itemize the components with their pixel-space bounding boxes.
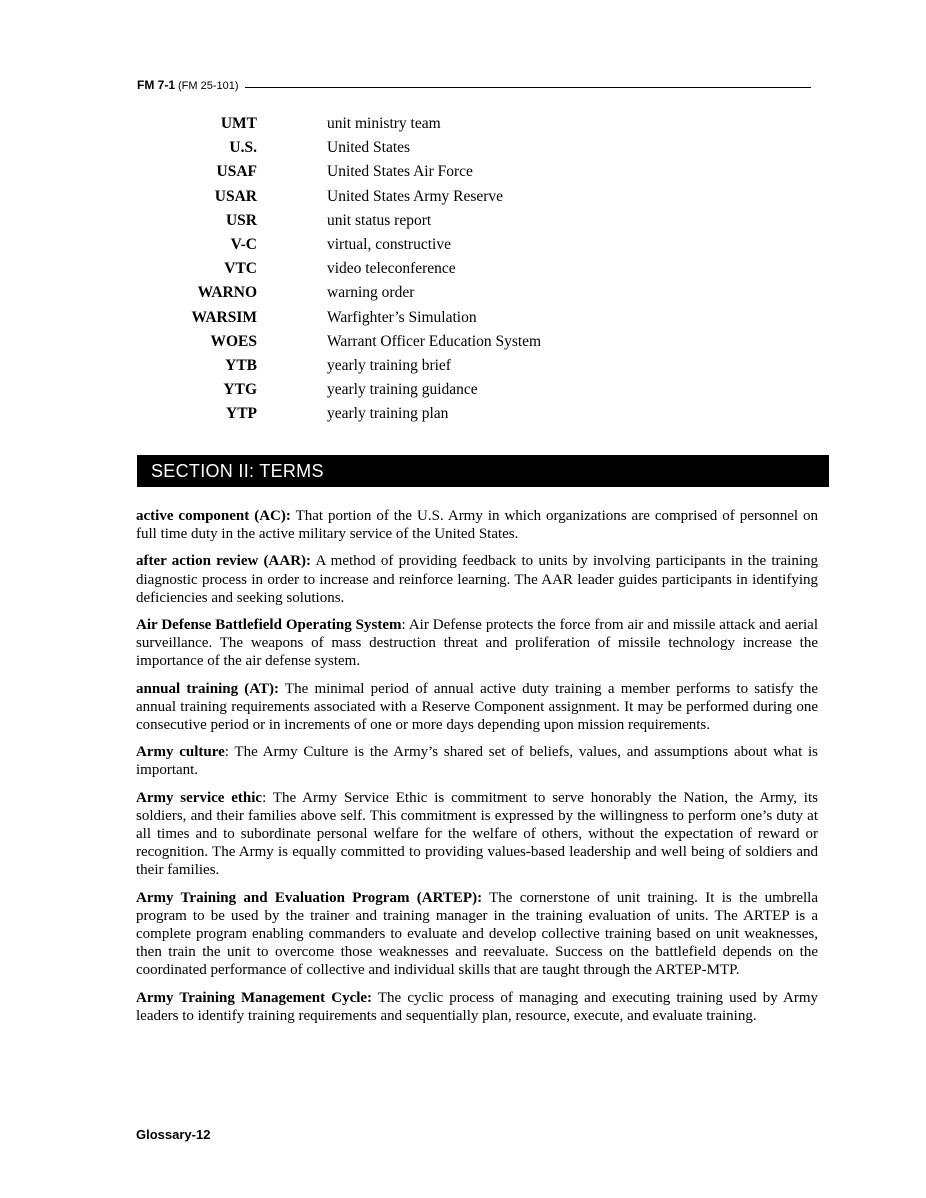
- section-title: SECTION II: TERMS: [151, 460, 324, 481]
- term-entry: [136, 507, 818, 543]
- acronym-definition: Warrant Officer Education System: [327, 332, 542, 350]
- term-definition: : Air Defense protects the force from air and missile attack and aerial surveillance. The weapons of mass destruction threat and proliferation of missile technology increase the importance of the air defense system.: [136, 617, 818, 670]
- acronym-definition: unit status report: [327, 211, 432, 229]
- term-name: annual training (AT):: [136, 680, 279, 697]
- acronym-abbr: YTG: [223, 381, 257, 399]
- section-heading: [137, 455, 829, 487]
- term-entry: [136, 889, 818, 980]
- acronym-definition: Warfighter’s Simulation: [327, 308, 477, 326]
- term-definition: : The Army Service Ethic is commitment to serve honorably the Nation, the Army, its soldiers, and their families above self. This commitment is expressed by the willingness to perform one’s duty at all times and to subordinate personal welfare for the welfare of others, without the expectation of reward or recognition. The Army is equally committed to providing values-based leadership and well being of soldiers and their families.: [136, 789, 818, 879]
- term-definition: A method of providing feedback to units by involving participants in the training diagnostic process in order to increase and reinforce learning. The AAR leader guides participants in identifying deficiencies and seeking solutions.: [136, 553, 818, 606]
- acronym-abbr: U.S.: [229, 139, 257, 157]
- page-footer: Glossary-12: [136, 1127, 211, 1142]
- term-name: after action review (AAR):: [136, 553, 312, 570]
- acronym-row: [120, 185, 620, 209]
- acronym-abbr: YTB: [225, 356, 257, 374]
- acronym-list: [120, 112, 620, 426]
- term-definition: : The Army Culture is the Army’s shared set of beliefs, values, and assumptions about what is important.: [136, 744, 818, 779]
- header-rule: [245, 87, 811, 88]
- term-name: Army culture: [136, 744, 225, 761]
- acronym-definition: warning order: [327, 284, 415, 302]
- term-entry: [136, 680, 818, 735]
- term-name: active component (AC):: [136, 508, 291, 524]
- acronym-abbr: USR: [225, 211, 257, 229]
- term-name: Army Training Management Cycle:: [136, 989, 373, 1006]
- acronym-row: [120, 112, 620, 136]
- acronym-row: [120, 209, 620, 233]
- acronym-row: [120, 136, 620, 160]
- document-sub-id: (FM 25-101): [178, 80, 239, 92]
- term-name: Air Defense Battlefield Operating System: [136, 617, 402, 634]
- acronym-definition: unit ministry team: [327, 115, 441, 133]
- acronym-definition: virtual, constructive: [327, 236, 451, 254]
- acronym-definition: yearly training brief: [327, 356, 451, 374]
- acronym-row: [120, 160, 620, 184]
- acronym-row: [120, 402, 620, 426]
- term-name: Army Training and Evaluation Program (ARTEP):: [136, 889, 483, 906]
- acronym-definition: United States Army Reserve: [327, 187, 504, 205]
- acronym-abbr: WOES: [210, 332, 257, 350]
- acronym-row: [120, 378, 620, 402]
- acronym-abbr: V-C: [230, 236, 257, 254]
- acronym-row: [120, 354, 620, 378]
- acronym-definition: United States: [327, 139, 411, 157]
- acronym-abbr: WARSIM: [191, 308, 257, 326]
- term-entry: [136, 989, 818, 1025]
- acronym-row: [120, 233, 620, 257]
- acronym-definition: video teleconference: [327, 260, 456, 278]
- acronym-abbr: USAF: [216, 163, 257, 181]
- term-definition: That portion of the U.S. Army in which organizations are comprised of personnel on full time duty in the active military service of the United States.: [136, 508, 818, 543]
- acronym-abbr: UMT: [220, 115, 257, 133]
- page-header: [137, 72, 811, 92]
- term-definition: The cyclic process of managing and executing training used by Army leaders to identify training requirements and sequentially plan, resource, execute, and evaluate training.: [136, 989, 818, 1024]
- term-entry: [136, 789, 818, 880]
- acronym-abbr: YTP: [226, 405, 257, 423]
- term-definition: The cornerstone of unit training. It is the umbrella program to be used by the trainer and training manager in the training evaluation of units. The ARTEP is a complete program enabling commanders to evaluate and develop collective training based on unit weaknesses, then train the unit to overcome those weaknesses and reevaluate. Success on the battlefield depends on the coordinated performance of collective and individual skills that are taught through the ARTEP-MTP.: [136, 889, 818, 979]
- term-definition: The minimal period of annual active duty training a member performs to satisfy the annual training requirements associated with a Reserve Component assignment. It may be performed during one consecutive period or in increments of one or more days depending upon mission requirements.: [136, 680, 818, 734]
- acronym-row: [120, 330, 620, 354]
- acronym-definition: United States Air Force: [327, 163, 473, 181]
- acronym-row: [120, 257, 620, 281]
- term-name: Army service ethic: [136, 789, 263, 806]
- acronym-abbr: VTC: [224, 260, 257, 278]
- acronym-definition: yearly training guidance: [327, 381, 478, 399]
- term-entry: [136, 743, 818, 779]
- acronym-row: [120, 306, 620, 330]
- term-entry: [136, 616, 818, 671]
- term-entry: [136, 552, 818, 607]
- document-id: FM 7-1: [137, 78, 176, 92]
- acronym-abbr: WARNO: [197, 284, 257, 302]
- acronym-row: [120, 281, 620, 305]
- acronym-abbr: USAR: [214, 187, 257, 205]
- terms-list: [136, 507, 818, 1025]
- acronym-definition: yearly training plan: [327, 405, 449, 423]
